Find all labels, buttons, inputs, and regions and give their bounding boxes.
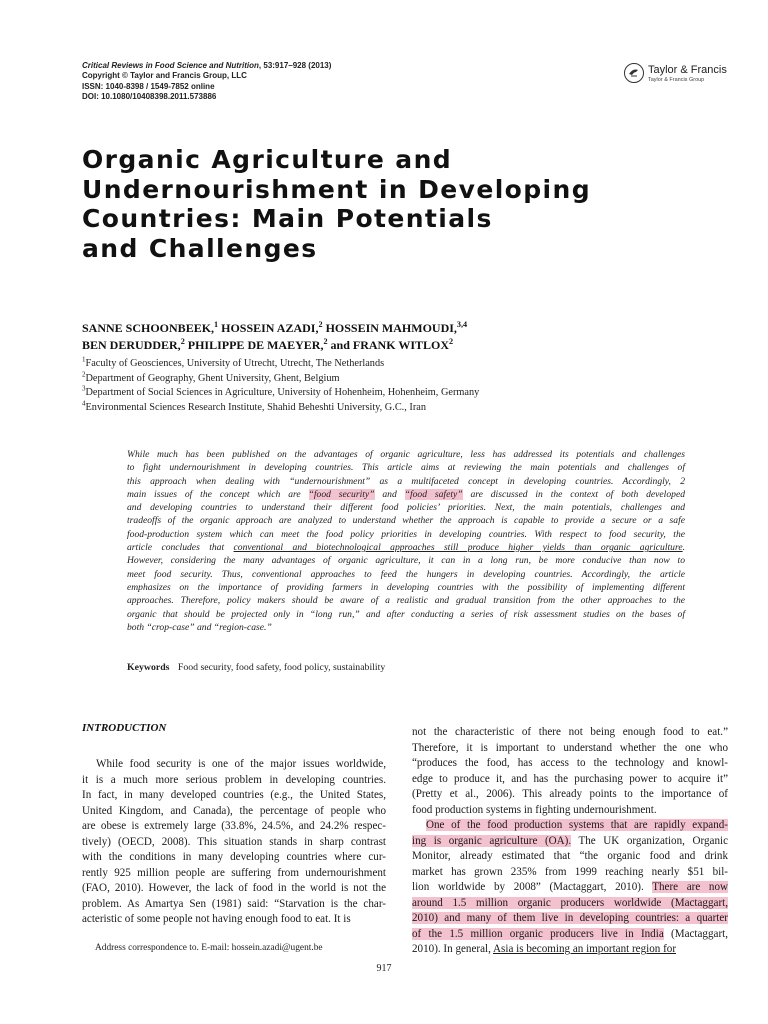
text-run: . [682,542,685,554]
text-run: “produces the food, has access to the technology and knowl- [412,757,728,769]
publisher-lamp-icon [624,63,644,83]
text-run: food-production system which can meet the food policy priorities in developing countries. With respect to food security, the [127,528,685,540]
text-run: acteristic of some people not having enough food to eat. It is [82,913,351,925]
text-run: While food security is one of the major issues worldwide, [96,758,386,770]
keywords-label: Keywords [127,662,170,673]
text-line [412,927,728,943]
text-run: article concludes that [127,542,234,554]
text-run: In fact, in many developed countries (e.g., the United States, [82,789,386,801]
section-heading-introduction: INTRODUCTION [82,722,167,734]
text-run: meet food security. Thus, conventional approaches to feed the hungers in developing countries. Accordingly, the article [127,568,685,580]
author-affiliation-marker: 2 [180,337,185,346]
journal-volume-pages: , 53:917–928 (2013) [258,61,332,70]
text-run: and developing countries to understand their different food policies’ priorities. Next, the main potentials, challenges and [127,502,685,514]
text-line [82,866,386,882]
author-affiliation-marker: 2 [323,337,328,346]
text-run: main issues of the concept which are [127,488,309,500]
title-line: Undernourishment in Developing [82,174,592,204]
text-run: Therefore, it is important to understand whether the one who [412,741,728,754]
body-column-right [412,725,728,958]
text-line [82,881,386,897]
text-run: this approach when dealing with “undernourishment” as a multifaceted concept in developing countries. Accordingly, 2 [127,475,685,487]
text-run: approaches. Therefore, policy makers should be aware of a realistic and gradual transition from the other approaches to the [127,595,685,607]
text-run: are discussed in the context of both developed [462,488,685,500]
publisher-group: Taylor & Francis Group [648,77,705,83]
affiliation-marker: 3 [82,384,86,393]
text-run: problem. As Amartya Sen (1981) said: “Starvation is the char- [82,897,386,910]
text-run: tively) (OECD, 2008). This situation stands in sharp contrast [82,835,386,848]
text-run: Monitor, already estimated that “the organic food and drink [412,850,728,862]
affiliation-item [82,401,479,416]
doi-line: DOI: 10.1080/10408398.2011.573886 [82,92,217,102]
text-line [412,756,728,772]
text-line [127,541,685,554]
author-name: HOSSEIN AZADI, [218,321,319,335]
text-line [127,608,685,621]
text-line [127,621,685,634]
text-line [82,788,386,804]
text-run: However, considering the many advantages of organic agriculture, it can in a long run, be more conducive than now to [127,555,685,567]
text-run: not the characteristic of there not being enough food to eat.” [412,726,728,738]
author-affiliation-marker: 2 [449,337,454,346]
affiliation-item [82,372,479,387]
author-line [82,337,467,354]
author-line [82,320,467,337]
body-column-left [82,757,386,928]
highlighted-text: One of the food production systems that are rapidly expand- [426,819,728,831]
text-run: market has grown 235% from 1999 reaching nearly $51 bil- [412,865,728,878]
text-line [412,787,728,803]
text-line [127,448,685,461]
text-run: rently 925 million people are suffering from undernourishment [82,866,386,879]
text-line [412,911,728,927]
affiliation-text: Environmental Sciences Research Institute, Shahid Beheshti University, G.C., Iran [85,401,426,413]
text-line [82,897,386,913]
affiliation-marker: 2 [82,370,86,379]
text-run: The UK organization, Organic [571,834,728,847]
author-name: PHILIPPE DE MAEYER, [184,338,324,352]
author-name: SANNE SCHOONBEEK, [82,321,215,335]
text-line [127,461,685,474]
text-run: United Kingdom, and Canada), the percentage of people who [82,804,386,817]
publisher-name: Taylor & Francis [648,64,727,76]
abstract [127,448,685,634]
text-line [82,773,386,789]
highlighted-text: 2010) and many of them live in developing countries: a quarter [412,912,728,924]
text-run: emphasizes on the importance of providing farmers in developing countries with the possibility of implementing different [127,581,685,593]
text-line [82,819,386,835]
text-run: (Pretty et al., 2006). This already points to the importance of [412,788,728,800]
publisher-logo [624,61,727,87]
title-line: and Challenges [82,233,318,263]
text-run: lion worldwide by 2008” (Mactaggart, 2010). [412,881,653,893]
text-run: organic that should be projected only in “long run,” and after conducting a series of risk assessment studies on the bases of [127,608,685,620]
affiliation-text: Department of Geography, Ghent University, Ghent, Belgium [85,372,340,384]
affiliation-item [82,357,479,372]
text-line [412,818,728,834]
text-run: food production systems in fighting undernourishment. [412,803,657,816]
journal-name: Critical Reviews in Food Science and Nutrition [82,61,259,70]
text-line [127,514,685,527]
title-line: Countries: Main Potentials [82,204,493,233]
text-run: both “crop-case” and “region-case.” [127,621,272,633]
title-line: Organic Agriculture and [82,145,453,174]
journal-citation-line [82,61,331,71]
author-name: and FRANK WITLOX [327,338,450,352]
underlined-text: Asia is becoming an important region for [493,943,677,955]
text-line [127,554,685,567]
affiliation-marker: 4 [82,399,86,408]
underlined-text: conventional and biotechnological approaches still produce higher yields than organic agriculture [233,542,683,554]
text-line [412,741,728,757]
affiliation-item [82,386,479,401]
text-line [412,942,728,958]
text-line [127,488,685,501]
text-line [412,803,728,819]
highlighted-text: of the 1.5 million organic producers live in India [412,927,664,940]
copyright-line: Copyright © Taylor and Francis Group, LLC [82,71,247,81]
author-affiliation-marker: 3,4 [456,320,468,329]
author-name: BEN DERUDDER, [82,338,181,352]
text-line [412,725,728,741]
text-line [82,850,386,866]
text-line [127,501,685,514]
text-run: (Mactaggart, [663,927,729,940]
affiliation-text: Department of Social Sciences in Agriculture, University of Hohenheim, Hohenheim, Germany [85,387,480,398]
text-run: with the conditions in many developing countries where cur- [82,851,386,863]
text-line [412,880,728,896]
text-run: 2010). In general, [412,943,494,955]
text-line [127,528,685,541]
text-run: While much has been published on the advantages of organic agriculture, less has addressed its potentials and challenges [127,449,685,460]
text-line [82,757,386,773]
text-run: to fight undernourishment in developing countries. This article aims at reviewing the main potentials and challenges of [127,462,685,474]
text-run: it is a much more serious problem in developing countries. [82,773,386,786]
text-run: tradeoffs of the organic approach are analyzed to understand whether the approach is capable to provide a secure or a safe [127,515,685,527]
author-affiliation-marker: 2 [318,320,323,329]
keywords-text: Food security, food safety, food policy, sustainability [177,662,386,673]
correspondence-footnote: Address correspondence to. E-mail: hossein.azadi@ugent.be [95,943,323,953]
text-line [412,834,728,850]
highlighted-text: “food security” [308,488,375,500]
text-line [412,896,728,912]
text-line [412,865,728,881]
highlighted-text: “food safety” [404,488,463,500]
text-line [127,475,685,488]
text-run: and [374,488,405,500]
text-line [127,594,685,607]
text-line [127,581,685,594]
paper-title [82,145,702,263]
highlighted-text: There are now [652,881,728,893]
page-number: 917 [376,963,392,974]
text-line [127,568,685,581]
text-run: (FAO, 2010). However, the lack of food in the world is not the [82,882,386,894]
text-line [82,912,386,928]
affiliation-marker: 1 [82,355,86,364]
journal-citation-header [82,61,331,103]
text-line [412,849,728,865]
text-run: edge to produce it, and has the purchasing power to acquire it” [412,772,728,785]
keywords [127,662,385,673]
text-run: are obese is extremely large (33.8%, 24.5%, and 24.2% respec- [82,820,386,832]
author-affiliation-marker: 1 [214,320,219,329]
highlighted-text: ing is organic agriculture (OA). [412,834,572,847]
highlighted-text: around 1.5 million organic producers worldwide (Mactaggart, [412,896,728,909]
text-line [412,772,728,788]
issn-line: ISSN: 1040-8398 / 1549-7852 online [82,81,215,91]
text-line [82,804,386,820]
affiliation-list [82,357,479,415]
author-name: HOSSEIN MAHMOUDI, [322,321,457,335]
text-line [82,835,386,851]
author-list [82,320,467,354]
affiliation-text: Faculty of Geosciences, University of Utrecht, Utrecht, The Netherlands [85,358,385,369]
